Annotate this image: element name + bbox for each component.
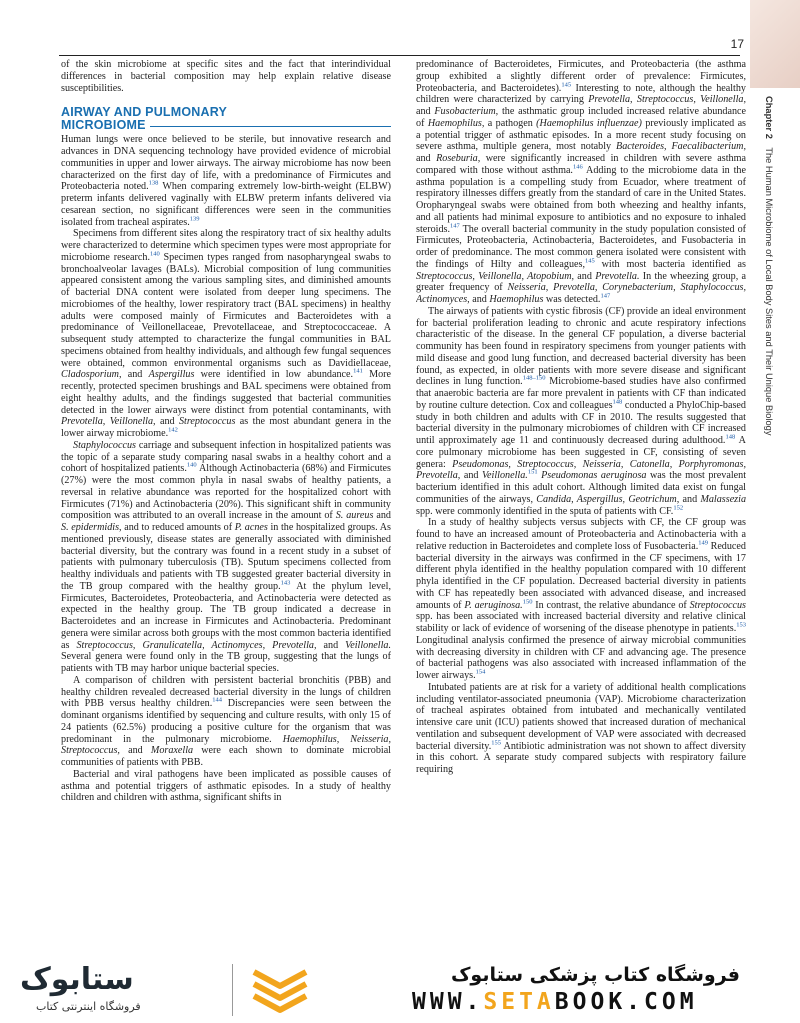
heading-line-2: MICROBIOME: [61, 118, 146, 133]
citation: 148: [612, 398, 623, 406]
citation: 149: [698, 539, 708, 547]
shop-title: فروشگاه کتاب پزشکی ستابوک: [450, 964, 740, 986]
paragraph: Bacterial and viral pathogens have been implicated as possible causes of asthma and potential triggers of asthmatic episodes. In a study of healthy children and children with asthma, significant shifts in: [61, 768, 391, 804]
page-corner-tab: [750, 0, 800, 88]
citation: 144: [212, 696, 223, 704]
citation: 155: [491, 739, 501, 747]
citation: 150: [522, 598, 533, 606]
logo-divider: [232, 964, 233, 1016]
heading-rule: [150, 126, 391, 127]
paragraph: Specimens from different sites along the respiratory tract of six healthy adults were characterized to determine which specimen types were most appropriate for microbiome research.$^{140}$ Specimen types ranged from nasopharyngeal swabs to bronchoalveolar lavages (BALs). Microbial composition of lung communities appeared consistent among the various sampling sites, and diminished amounts of bacterial DNA content were isolated from deeper lung specimens. The microbiomes of the healthy, lower respiratory tract (BAL specimens) in healthy adults were composed mainly of Firmicutes and Bacteroidetes with a predominance of Veillonellaceae, Prevotellaceae, and Streptococcaceae. A subsequent study attempted to characterize the fungal communities in BAL specimens obtained from healthy individuals, and although few fungal sequences were obtained, common environmental organisms such as Davidiellaceae, Cladosporium, and Aspergillus were identified in low abundance.$^{141}$ More recently, protected specimen brushings and BAL specimens were obtained from eight healthy adults, and the findings suggested that bacterial communities detected in the lower airways were distinct from potential contaminants, with Prevotella, Veillonella, and Streptococcus as the most abundant genera in the lower airway microbiome.$^{142}$: [61, 228, 391, 439]
chapter-title: The Human Microbiome of Local Body Sites and Their Unique Biology: [764, 147, 774, 436]
citation: 139: [189, 215, 200, 223]
citation: 140: [149, 250, 160, 258]
citation: 145: [561, 81, 572, 89]
intro-paragraph: of the skin microbiome at specific sites and the fact that interindividual differences in bacterial composition may help explain relative disease susceptibilities.: [61, 59, 391, 94]
right-column: [416, 59, 746, 943]
citation: 151: [527, 468, 538, 476]
citation: 153: [736, 621, 746, 629]
setabook-logo-subtitle: فروشگاه اینترنتی کتاب: [36, 1000, 141, 1013]
citation: 154: [475, 668, 486, 676]
paragraph: Intubated patients are at risk for a variety of additional health complications including ventilator-associated pneumonia (VAP). Microbiome characterization of tracheal aspirates obtained from intubated and mechanically ventilated intensive care unit (ICU) patients showed that increased duration of mechanical ventilation and subsequent development of VAP were associated with decreased bacterial diversity.$^{155}$ Antibiotic administration was not shown to affect diversity in this cohort. A separate study compared subjects with respiratory failure requiring: [416, 681, 746, 775]
citation: 147: [600, 292, 611, 300]
citation: 147: [450, 222, 460, 230]
citation: 148–150: [522, 374, 546, 382]
chapter-side-label: [754, 96, 776, 986]
page-number: 17: [730, 37, 744, 51]
chevron-logo-icon: [240, 962, 320, 1018]
citation: 152: [673, 504, 684, 512]
header-rule: [59, 55, 740, 56]
paragraph: In a study of healthy subjects versus subjects with CF, the CF group was found to have an increased amount of Proteobacteria and Actinobacteria with a relative reduction in Bacteroidetes and complete loss of Fusobacteria.$^{149}$ Reduced bacterial diversity in the airways was confirmed in the CF specimens, with 17 different phyla identified in the healthy population compared with 10 different phyla identified in the CF population. Decreased bacterial diversity in patients with CF has repeatedly been associated with advanced disease, and increased amounts of P. aeruginosa.$^{150}$ In contrast, the relative abundance of Streptococcus spp. has been associated with increased bacterial diversity and relative clinical stability or lack of evidence of worsening of the disease phenotype in patients.$^{153}$ Longitudinal analysis confirmed the presence of airway microbial communities with decreasing diversity in children with CF and advancing age. The presence of bacterial pathogens was also associated with increased inflammation of the lower airways.$^{154}$: [416, 517, 746, 681]
citation: 138: [148, 179, 159, 187]
citation: 142: [168, 426, 178, 434]
citation: 141: [353, 367, 363, 375]
left-column: [61, 59, 391, 943]
paragraph: The airways of patients with cystic fibrosis (CF) provide an ideal environment for bacterial proliferation leading to chronic and acute respiratory infections characteristic of the disease. In the general CF population, a diverse bacterial community has been found in respiratory specimens from younger patients with mild disease and good lung function, and decreased bacterial diversity has been found, as expected, in older patients with more severe disease and significant declines in lung function.$^{148-150}$ Microbiome-based studies have also confirmed that anaerobic bacteria are far more prevalent in patients with CF than indicated by routine culture detection. Cox and colleagues$^{148}$ conducted a PhyloChip-based study in both children and adults with CF in 2010. The results suggested that bacterial diversity in the pulmonary microbiomes of children with CF increased until approximately age 11 and continuously decreased during adulthood.$^{148}$ A core pulmonary microbiome has been suggested in CF, consisting of seven genera: Pseudomonas, Streptococcus, Neisseria, Catonella, Porphyromonas, Prevotella, and Veillonella.$^{151}$ Pseudomonas aeruginosa was the most prevalent bacterium identified in this adult cohort. Although limited data exist on fungal communities of the airways, Candida, Aspergillus, Geotrichum, and Malassezia spp. were commonly identified in the sputa of patients with CF.$^{152}$: [416, 305, 746, 517]
citation: 140: [186, 461, 197, 469]
paragraph: Staphylococcus carriage and subsequent infection in hospitalized patients was the topic of a separate study comparing nasal swabs in a healthy cohort and a cohort of hospitalized patients.$^{140}$ Although Actinobacteria (68%) and Firmicutes (27%) were the most common phyla in nasal swabs of healthy patients, a reversal in relative abundance was reported for the hospitalized cohort with Firmicutes (71%) and Actinobacteria (20%). This significant shift in community composition was attributed to an overall increase in the amount of S. aureus and S. epidermidis, and to reduced amounts of P. acnes in the hospitalized groups. As mentioned previously, disease states are generally associated with diminished bacterial diversity, but the contrary was found in a recent study in a subset of patients with pulmonary tuberculosis (TB). Sputum specimens collected from healthy individuals and patients with TB suggested greater bacterial diversity in the TB group compared with the healthy group.$^{143}$ At the phylum level, Firmicutes, Bacteroidetes, Proteobacteria, and Actinobacteria were detected as expected in the healthy group. The TB group indicated a decrease in Bacteroidetes and an increase in Firmicutes and Actinobacteria. Predominant genera were similar across both groups with the most common bacteria identified as Streptococcus, Granulicatella, Actinomyces, Prevotella, and Veillonella. Several genera were found only in the TB group, suggesting that the lungs of patients with TB may harbor unique bacterial species.: [61, 439, 391, 674]
citation: 148: [725, 433, 736, 441]
paragraph: Human lungs were once believed to be sterile, but innovative research and advances in DNA sequencing technology have provided evidence of microbial communities in upper and lower airways. The airway microbiome has now been characterized on the first day of life, with a predominance of Firmicutes and Proteobacteria noted.$^{138}$ When comparing extremely low-birth-weight (ELBW) preterm infants delivered vaginally with ELBW preterm infants delivered via cesarean section, no significant differences were seen in the communities isolated from tracheal aspirates.$^{139}$: [61, 134, 391, 228]
paragraph: A comparison of children with persistent bacterial bronchitis (PBB) and healthy children revealed decreased bacterial diversity in the lungs of children with PBB versus healthy children.$^{144}$ Discrepancies were seen between the dominant organisms identified by sequencing and culture results, with only 15 of 24 patients (62.5%) producing a positive culture for the organism that was predominant in the pulmonary microbiome. Haemophilus, Neisseria, Streptococcus, and Moraxella were each shown to dominate microbial communities of patients with PBB.: [61, 674, 391, 768]
chapter-number: Chapter 2: [764, 96, 774, 139]
citation: 146: [572, 163, 583, 171]
citation: 145: [584, 257, 595, 265]
paragraph: predominance of Bacteroidetes, Firmicutes, and Proteobacteria (the asthma group exhibited a slightly different order of prevalence: Firmicutes, Proteobacteria, and Bacteroidetes).$^{145}$ Interesting to note, although the healthy children were characterized by carrying Prevotella, Streptococcus, Veillonella, and Fusobacterium, the asthmatic group included increased relative abundance of Haemophilus, a pathogen (Haemophilus influenzae) previously implicated as a potential trigger of asthmatic episodes. In a more recent study focusing on severe asthma, multiple genera, most notably Bacteroides, Faecalibacterium, and Roseburia, were significantly increased in children with severe asthma compared with those without asthma.$^{146}$ Adding to the microbiome data in the asthma population is a compelling study from Ecuador, where treatment of respiratory illnesses differs greatly from the standard of care in the United States. Oropharyngeal swabs were obtained from both wheezing and healthy infants, and all patients had minimal exposure to antibiotics and no exposure to inhaled steroids.$^{147}$ The overall bacterial community in the study population consisted of Firmicutes, Proteobacteria, Actinobacteria, Bacteroidetes, and Fusobacteria in order of predominance. The most common genera isolated were consistent with the findings of Hilty and colleagues,$^{145}$ with most bacteria identified as Streptococcus, Veillonella, Atopobium, and Prevotella. In the wheezing group, a greater frequency of Neisseria, Prevotella, Corynebacterium, Staphylococcus, Actinomyces, and Haemophilus was detected.$^{147}$: [416, 59, 746, 305]
setabook-logo-text: ستابوک: [20, 962, 134, 997]
heading-line-1: AIRWAY AND PULMONARY: [61, 105, 228, 120]
citation: 143: [280, 579, 291, 587]
shop-url: WWW.SETABOOK.COM: [412, 989, 698, 1015]
section-heading: [61, 106, 391, 132]
